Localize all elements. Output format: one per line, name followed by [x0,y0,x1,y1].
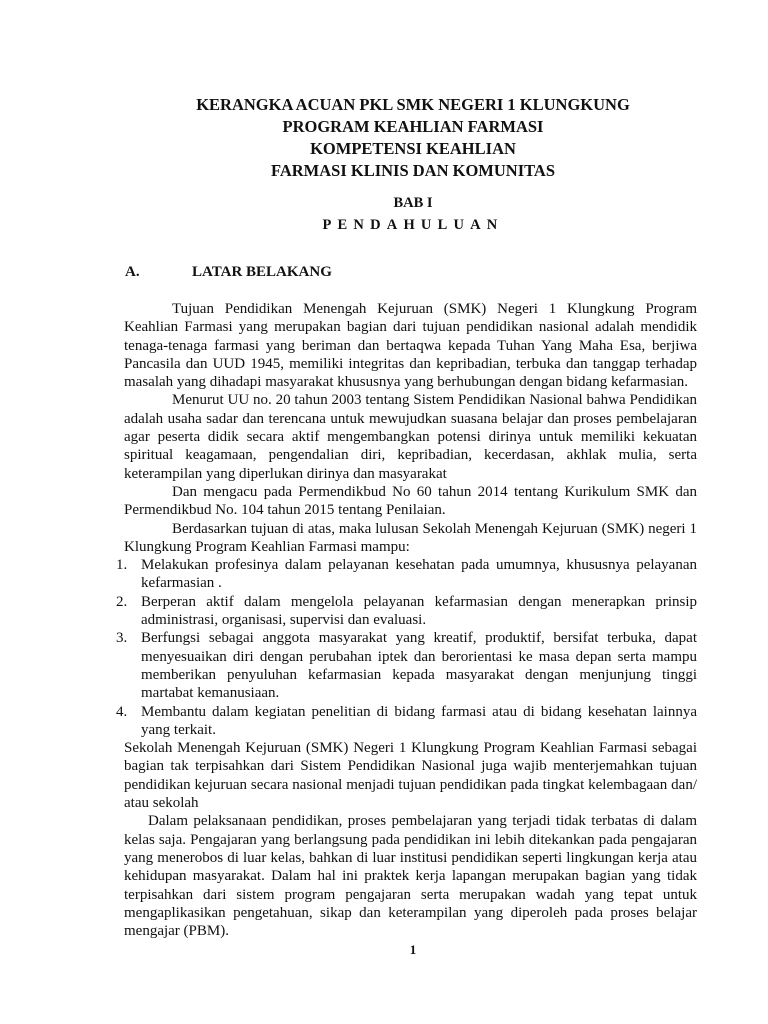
title-line-2: PROGRAM KEAHLIAN FARMASI [282,117,544,136]
list-item-number: 3. [116,630,128,647]
list-item [116,703,697,740]
list-item [116,593,697,630]
chapter-heading [0,192,768,236]
paragraph-3: Dan mengacu pada Permendikbud No 60 tahun 2014 tentang Kurikulum SMK dan Permendikbud No. 104 tahun 2015 tentang Penilaian. [124,483,697,519]
list-item [116,629,697,702]
chapter-title: PENDAHULUAN [322,217,504,233]
list-item-text: Berfungsi sebagai anggota masyarakat yang kreatif, produktif, bersifat terbuka, dapat menyesuaikan diri dengan perubahan iptek dan berorientasi ke masa depan serta mampu memberikan penyuluhan kefarmasian kepada masyarakat dengan menjunjung tinggi martabat kemanusiaan. [141,630,697,702]
paragraph-6: Dalam pelaksanaan pendidikan, proses pembelajaran yang terjadi tidak terbatas di dalam kelas saja. Pengajaran yang berlangsung pada pendidikan ini lebih ditekankan pada pengajaran yang menerobos di luar kelas, bahkan di luar institusi pendidikan seperti lingkungan kerja atau kehidupan masyarakat. Dalam hal ini praktek kerja lapangan merupakan bagian yang tidak terpisahkan dari sistem program pengajaran serta merupakan wadah yang tepat untuk mengaplikasikan pengetahuan, sikap dan keterampilan yang diperoleh pada proses belajar mengajar (PBM). [124,813,697,940]
page-number: 1 [409,942,417,957]
paragraph-1: Tujuan Pendidikan Menengah Kejuruan (SMK) Negeri 1 Klungkung Program Keahlian Farmasi yang merupakan bagian dari tujuan pendidikan nasional adalah mendidik tenaga-tenaga farmasi yang beriman dan bertaqwa kepada Tuhan Yang Maha Esa, berjiwa Pancasila dan UUD 1945, memiliki integritas dan kepribadian, terbuka dan tanggap terhadap masalah yang dihadapi masyarakat khususnya yang berhubungan dengan bidang kefarmasian. [124,301,697,391]
list-item-text: Melakukan profesinya dalam pelayanan kesehatan pada umumnya, khususnya pelayanan kefarmasian . [141,557,697,592]
title-line-1: KERANGKA ACUAN PKL SMK NEGERI 1 KLUNGKUNG [196,95,630,114]
list-item-number: 1. [116,557,128,574]
list-item-text: Berperan aktif dalam mengelola pelayanan kefarmasian dengan menerapkan prinsip administrasi, organisasi, supervisi dan evaluasi. [141,593,697,629]
paragraph-5: Sekolah Menengah Kejuruan (SMK) Negeri 1 Klungkung Program Keahlian Farmasi sebagai bagian tak terpisahkan dari Sistem Pendidikan Nasional juga wajib menterjemahkan tujuan pendidikan kejuruan secara nasional menjadi tujuan pendidikan pada tingkat kelembagaan dan/ atau sekolah [124,740,697,812]
document-title [0,94,768,182]
title-line-4: FARMASI KLINIS DAN KOMUNITAS [270,161,556,180]
section-title: LATAR BELAKANG [192,264,332,280]
list-item-number: 2. [116,593,128,610]
title-line-3: KOMPETENSI KEAHLIAN [310,139,516,158]
list-item-text: Membantu dalam kegiatan penelitian di bidang farmasi atau di bidang kesehatan lainnya yang terkait. [141,703,697,738]
chapter-number: BAB I [393,195,433,211]
section-heading [125,262,332,282]
section-letter: A. [125,264,140,280]
paragraph-2: Menurut UU no. 20 tahun 2003 tentang Sistem Pendidikan Nasional bahwa Pendidikan adalah usaha sadar dan terencana untuk mewujudkan suasana belajar dan proses pembelajaran agar peserta didik secara aktif mengembangkan potensi dirinya untuk memiliki kekuatan spiritual keagamaan, pengendalian diri, kepribadian, kecerdasan, akhlak mulia, serta keterampilan yang diperlukan dirinya dan masyarakat [124,392,697,482]
competency-list [116,556,697,739]
list-item [116,556,697,593]
paragraph-4: Berdasarkan tujuan di atas, maka lulusan Sekolah Menengah Kejuruan (SMK) negeri 1 Klungkung Program Keahlian Farmasi mampu: [124,520,697,555]
list-item-number: 4. [116,703,128,720]
body-text [116,300,697,940]
